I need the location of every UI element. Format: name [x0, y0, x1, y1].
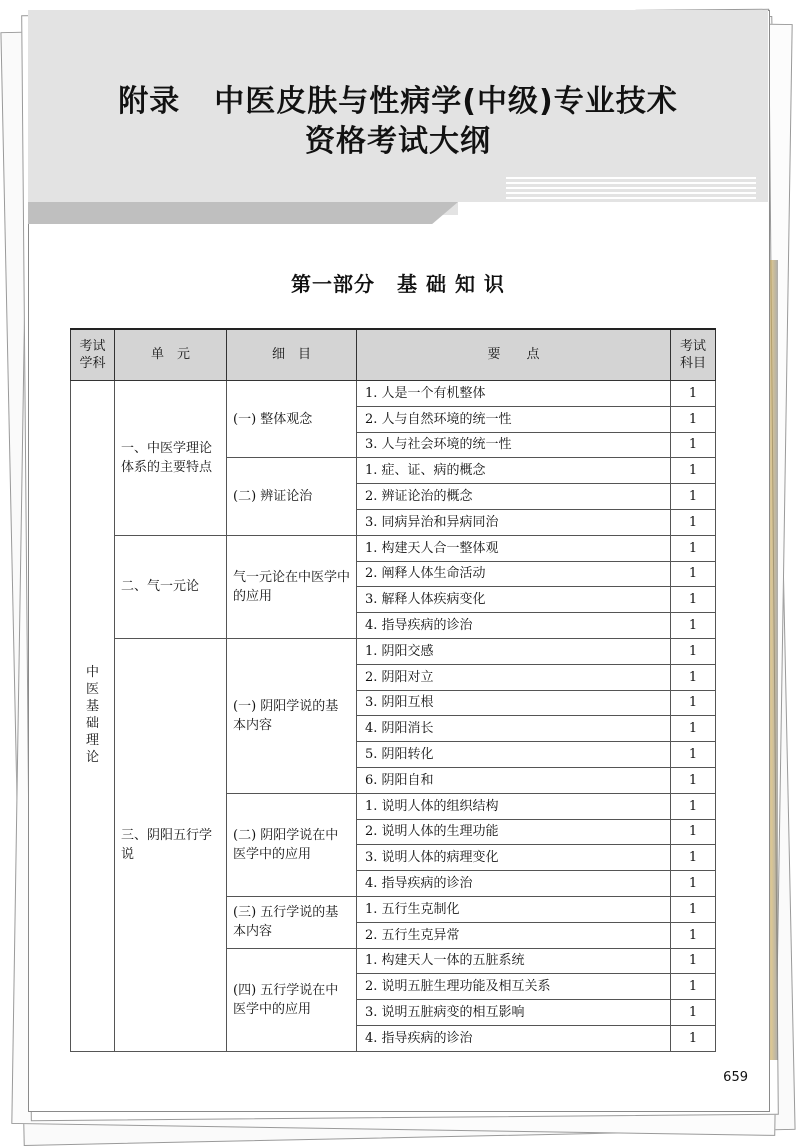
- count-cell: 1: [671, 767, 716, 793]
- count-cell: 1: [671, 716, 716, 742]
- count-cell: 1: [671, 819, 716, 845]
- subject-cell: 中医基础理论: [71, 381, 115, 1052]
- count-cell: 1: [671, 587, 716, 613]
- count-cell: 1: [671, 1000, 716, 1026]
- exam-outline-table: [70, 328, 716, 1052]
- header-subject: 考试学科: [71, 329, 115, 381]
- point-cell: 6. 阴阳自和: [357, 767, 671, 793]
- header-stripes: [506, 176, 756, 204]
- point-cell: 2. 说明五脏生理功能及相互关系: [357, 974, 671, 1000]
- point-cell: 2. 阐释人体生命活动: [357, 561, 671, 587]
- point-cell: 1. 构建天人一体的五脏系统: [357, 948, 671, 974]
- table-row: [71, 381, 716, 407]
- count-cell: 1: [671, 638, 716, 664]
- count-cell: 1: [671, 509, 716, 535]
- part-heading: [28, 268, 768, 297]
- count-cell: 1: [671, 406, 716, 432]
- count-cell: 1: [671, 484, 716, 510]
- table-row: [71, 638, 716, 664]
- header-shelf-gap: [458, 202, 768, 224]
- count-cell: 1: [671, 871, 716, 897]
- page-number: 659: [723, 1070, 748, 1085]
- point-cell: 4. 指导疾病的诊治: [357, 613, 671, 639]
- point-cell: 5. 阴阳转化: [357, 742, 671, 768]
- title-line-1: [28, 82, 768, 122]
- count-cell: 1: [671, 561, 716, 587]
- detail-cell: (二) 辨证论治: [227, 458, 357, 535]
- table-row: [71, 535, 716, 561]
- unit-cell: 三、阴阳五行学说: [115, 638, 227, 1051]
- count-cell: 1: [671, 458, 716, 484]
- point-cell: 3. 阴阳互根: [357, 690, 671, 716]
- point-cell: 3. 人与社会环境的统一性: [357, 432, 671, 458]
- point-cell: 1. 症、证、病的概念: [357, 458, 671, 484]
- part-label: 第一部分: [291, 272, 376, 296]
- table-header-row: [71, 329, 716, 381]
- count-cell: 1: [671, 664, 716, 690]
- point-cell: 3. 说明五脏病变的相互影响: [357, 1000, 671, 1026]
- point-cell: 4. 阴阳消长: [357, 716, 671, 742]
- title-main-text: 中医皮肤与性病学(中级)专业技术: [214, 84, 678, 119]
- point-cell: 1. 五行生克制化: [357, 896, 671, 922]
- count-cell: 1: [671, 974, 716, 1000]
- point-cell: 4. 指导疾病的诊治: [357, 1025, 671, 1051]
- document-page: [28, 10, 768, 1110]
- point-cell: 1. 人是一个有机整体: [357, 381, 671, 407]
- header-point: 要 点: [357, 329, 671, 381]
- point-cell: 4. 指导疾病的诊治: [357, 871, 671, 897]
- point-cell: 2. 阴阳对立: [357, 664, 671, 690]
- detail-cell: (二) 阴阳学说在中医学中的应用: [227, 793, 357, 896]
- header-shelf: [28, 202, 458, 224]
- point-cell: 1. 阴阳交感: [357, 638, 671, 664]
- point-cell: 2. 辨证论治的概念: [357, 484, 671, 510]
- detail-cell: (一) 整体观念: [227, 381, 357, 458]
- count-cell: 1: [671, 845, 716, 871]
- count-cell: 1: [671, 432, 716, 458]
- count-cell: 1: [671, 948, 716, 974]
- count-cell: 1: [671, 922, 716, 948]
- page-title: [28, 82, 768, 162]
- count-cell: 1: [671, 690, 716, 716]
- point-cell: 1. 说明人体的组织结构: [357, 793, 671, 819]
- title-line-2: 资格考试大纲: [305, 124, 491, 159]
- detail-cell: (四) 五行学说在中医学中的应用: [227, 948, 357, 1051]
- count-cell: 1: [671, 896, 716, 922]
- count-cell: 1: [671, 381, 716, 407]
- point-cell: 3. 同病异治和异病同治: [357, 509, 671, 535]
- part-name: 基 础 知 识: [397, 272, 505, 296]
- count-cell: 1: [671, 613, 716, 639]
- header-unit: 单 元: [115, 329, 227, 381]
- title-appendix-label: 附录: [118, 84, 181, 119]
- count-cell: 1: [671, 793, 716, 819]
- point-cell: 3. 说明人体的病理变化: [357, 845, 671, 871]
- count-cell: 1: [671, 1025, 716, 1051]
- point-cell: 2. 人与自然环境的统一性: [357, 406, 671, 432]
- header-detail: 细 目: [227, 329, 357, 381]
- count-cell: 1: [671, 742, 716, 768]
- unit-cell: 一、中医学理论体系的主要特点: [115, 381, 227, 536]
- point-cell: 1. 构建天人合一整体观: [357, 535, 671, 561]
- count-cell: 1: [671, 535, 716, 561]
- point-cell: 2. 说明人体的生理功能: [357, 819, 671, 845]
- unit-cell: 二、气一元论: [115, 535, 227, 638]
- point-cell: 2. 五行生克异常: [357, 922, 671, 948]
- point-cell: 3. 解释人体疾病变化: [357, 587, 671, 613]
- detail-cell: 气一元论在中医学中的应用: [227, 535, 357, 638]
- detail-cell: (一) 阴阳学说的基本内容: [227, 638, 357, 793]
- header-count: 考试科目: [671, 329, 716, 381]
- detail-cell: (三) 五行学说的基本内容: [227, 896, 357, 948]
